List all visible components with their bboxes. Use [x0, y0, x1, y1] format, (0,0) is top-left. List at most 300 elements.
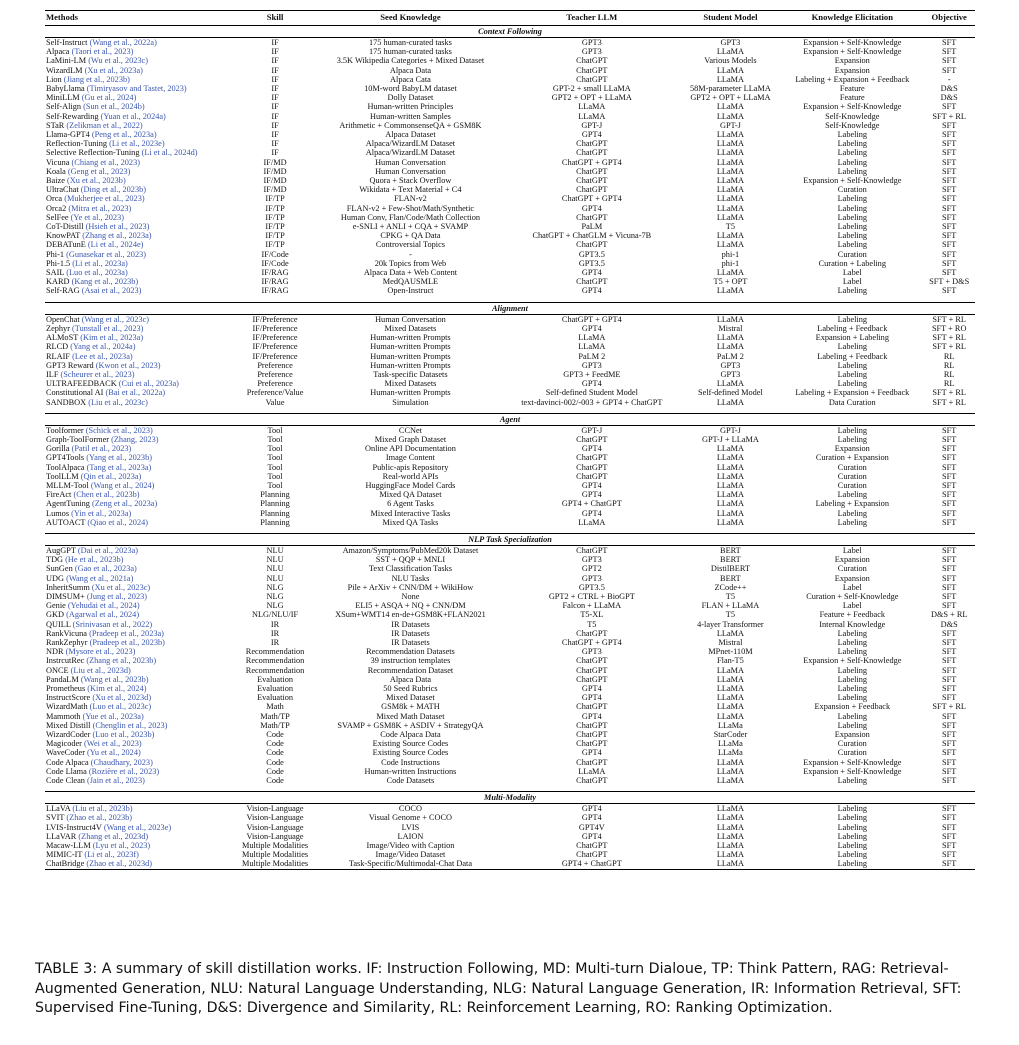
seed-knowledge-cell: Amazon/Symptoms/PubMed20k Dataset	[342, 545, 479, 555]
teacher-llm-cell: GPT3	[581, 647, 602, 657]
seed-knowledge-cell: Pile + ArXiv + CNN/DM + WikiHow	[347, 582, 474, 592]
objective-cell: SFT	[942, 748, 957, 758]
skill-cell: Planning	[260, 499, 290, 509]
citation-link[interactable]: (Agarwal et al., 2024)	[66, 610, 140, 620]
citation-link[interactable]: (Yin et al., 2023a)	[71, 508, 132, 518]
student-model-cell: ZCode++	[714, 582, 747, 592]
seed-knowledge-cell: Mixed QA Tasks	[382, 517, 439, 527]
table-row	[45, 314, 975, 324]
skill-cell: Code	[266, 766, 284, 776]
citation-link[interactable]: (Zhang et al., 2023b)	[86, 656, 157, 666]
table-row	[45, 638, 975, 647]
objective-cell: SFT	[942, 268, 957, 278]
citation-link[interactable]: (Zelikman et al., 2022)	[66, 120, 143, 130]
teacher-llm-cell: ChatGPT	[576, 628, 608, 638]
skill-cell: Code	[266, 757, 284, 767]
method-name: WizardMath	[46, 702, 88, 712]
header-teacher-llm: Teacher LLM	[566, 12, 618, 23]
knowledge-elicitation-cell: Labeling	[837, 222, 868, 232]
seed-knowledge-cell: Real-world APIs	[382, 471, 439, 481]
method-name: Toolformer	[46, 425, 84, 435]
method-cell	[45, 388, 233, 397]
citation-link[interactable]: (Liu et al., 2023c)	[88, 397, 148, 407]
teacher-llm-cell: ChatGPT	[576, 776, 608, 786]
knowledge-elicitation-cell: Expansion	[834, 555, 870, 565]
method-name: Orca2	[46, 203, 67, 213]
citation-link[interactable]: (Schick et al., 2023)	[85, 425, 153, 435]
seed-knowledge-cell: XSum+WMT14 en-de+GSM8K+FLAN2021	[335, 610, 486, 620]
citation-link[interactable]: (Mukherjee et al., 2023)	[64, 194, 145, 204]
seed-knowledge-cell: CPKG + QA Data	[380, 231, 441, 241]
citation-link[interactable]: (Mysore et al., 2023)	[65, 647, 136, 657]
seed-knowledge-cell: Image/Video with Caption	[366, 841, 455, 851]
knowledge-elicitation-cell: Feature	[839, 93, 865, 103]
teacher-llm-cell: LLaMA	[578, 517, 606, 527]
citation-link[interactable]: (Wang et al., 2021a)	[66, 573, 134, 583]
citation-link[interactable]: (Rozière et al., 2023)	[88, 766, 160, 776]
table-row	[45, 425, 975, 435]
citation-link[interactable]: (Yehudai et al., 2024)	[67, 601, 140, 611]
teacher-llm-cell: LLaMA	[578, 111, 606, 121]
citation-link[interactable]: (Xu et al., 2023b)	[66, 176, 126, 186]
objective-cell: SFT	[942, 730, 957, 740]
student-model-cell: GPT3	[720, 38, 741, 47]
seed-knowledge-cell: Simulation	[392, 397, 429, 407]
objective-cell: SFT	[942, 185, 957, 195]
student-model-cell: LLaMA	[716, 111, 745, 121]
method-name: STaR	[46, 120, 65, 130]
knowledge-elicitation-cell: Labeling	[837, 517, 868, 527]
table-row	[45, 398, 975, 407]
skill-cell: IF	[271, 38, 279, 47]
skill-cell: IF/Preference	[252, 342, 298, 352]
skill-cell: Preference	[257, 369, 293, 379]
objective-cell: SFT + D&S	[929, 277, 970, 287]
table-row	[45, 84, 975, 93]
method-cell	[45, 666, 233, 675]
citation-link[interactable]: (Xu et al., 2023c)	[91, 582, 151, 592]
objective-cell: SFT	[942, 647, 957, 657]
method-name: AUTOACT	[46, 517, 86, 527]
citation-link[interactable]: (Liu et al., 2023d)	[70, 665, 131, 675]
student-model-cell: LLaMA	[716, 185, 745, 195]
teacher-llm-cell: GPT3.5	[578, 258, 605, 268]
skill-cell: IF/MD	[263, 157, 287, 167]
citation-link[interactable]: (Li et al., 2024e)	[87, 240, 144, 250]
knowledge-elicitation-cell: Labeling	[837, 841, 868, 851]
table-row	[45, 859, 975, 869]
table-row	[45, 620, 975, 629]
method-name: ALMoST	[46, 333, 79, 343]
citation-link[interactable]: (Ding et al., 2023b)	[80, 185, 147, 195]
knowledge-elicitation-cell: Labeling	[837, 212, 868, 222]
teacher-llm-cell: ChatGPT	[576, 176, 608, 186]
seed-knowledge-cell: Public-apis Repository	[372, 462, 449, 472]
student-model-cell: MPnet-110M	[708, 647, 753, 657]
objective-cell: SFT	[942, 555, 957, 565]
student-model-cell: LLaMA	[716, 314, 745, 324]
table-row	[45, 342, 975, 351]
table-row	[45, 204, 975, 213]
method-cell	[45, 93, 233, 102]
method-cell	[45, 555, 233, 564]
skill-cell: IF/Preference	[252, 333, 298, 343]
objective-cell: SFT	[942, 804, 957, 814]
student-model-cell: LLaMA	[716, 665, 745, 675]
citation-link[interactable]: (Wang et al., 2022a)	[89, 38, 157, 47]
method-cell	[45, 47, 233, 56]
method-cell	[45, 398, 233, 407]
skill-cell: IR	[270, 628, 280, 638]
teacher-llm-cell: GPT4	[581, 323, 602, 333]
table-row	[45, 139, 975, 148]
citation-link[interactable]: (Li et al., 2023e)	[109, 139, 165, 149]
skill-cell: Code	[266, 776, 284, 786]
method-cell	[45, 425, 233, 435]
student-model-cell: LLaMA	[716, 499, 745, 509]
skill-cell: IF/RAG	[261, 286, 289, 296]
student-model-cell: GPT2 + OPT + LLaMA	[690, 93, 771, 103]
citation-link[interactable]: (Tang et al., 2023a)	[86, 462, 152, 472]
citation-link[interactable]: (Li et al., 2023f)	[84, 850, 139, 860]
method-name: GPT3 Reward	[46, 360, 94, 370]
method-name: Mammoth	[46, 711, 81, 721]
knowledge-elicitation-cell: Labeling	[837, 286, 868, 296]
student-model-cell: LLaMA	[716, 212, 745, 222]
knowledge-elicitation-cell: Labeling	[837, 831, 868, 841]
citation-link[interactable]: (Xu et al., 2023d)	[92, 693, 152, 703]
citation-link[interactable]: (Xu et al., 2023a)	[84, 65, 143, 75]
skill-cell: IR	[270, 619, 280, 629]
skill-cell: IF/MD	[263, 176, 287, 186]
table-row	[45, 277, 975, 286]
skill-cell: Preference/Value	[246, 388, 304, 398]
student-model-cell: LLaMA	[716, 102, 745, 112]
citation-link[interactable]: (Zeng et al., 2023a)	[92, 499, 158, 509]
method-cell	[45, 259, 233, 268]
citation-link[interactable]: (Srinivasan et al., 2022)	[72, 619, 153, 629]
citation-link[interactable]: (Scheurer et al., 2023)	[60, 369, 135, 379]
knowledge-elicitation-cell: Curation + Expansion	[815, 453, 889, 463]
student-model-cell: LLaMA	[716, 693, 745, 703]
seed-knowledge-cell: NLU Tasks	[391, 573, 430, 583]
objective-cell: SFT	[942, 656, 957, 666]
citation-link[interactable]: (Dai et al., 2023a)	[77, 545, 139, 555]
objective-cell: SFT	[942, 203, 957, 213]
citation-link[interactable]: (Kim et al., 2024)	[87, 684, 147, 693]
method-name: Gorilla	[46, 444, 70, 454]
table-row	[45, 379, 975, 388]
method-name: Graph-ToolFormer	[46, 434, 110, 444]
objective-cell: SFT	[942, 591, 957, 601]
skill-cell: IF	[271, 111, 279, 121]
student-model-cell: LLaMA	[716, 342, 745, 352]
method-name: SelFee	[46, 212, 69, 222]
objective-cell: SFT	[942, 582, 957, 592]
citation-link[interactable]: (Wu et al., 2023c)	[88, 56, 148, 66]
student-model-cell: LLaMA	[716, 130, 745, 140]
citation-link[interactable]: (Jiang et al., 2023b)	[63, 74, 130, 84]
knowledge-elicitation-cell: Curation + Labeling	[818, 258, 886, 268]
seed-knowledge-cell: SST + QQP + MNLI	[375, 555, 446, 565]
teacher-llm-cell: GPT4	[581, 813, 602, 823]
citation-link[interactable]: (Gunasekar et al., 2023)	[66, 249, 147, 259]
citation-link[interactable]: (He et al., 2023b)	[65, 555, 124, 565]
method-cell	[45, 481, 233, 490]
section-title: Multi-Modality	[45, 792, 975, 804]
citation-link[interactable]: (Zhao et al., 2023d)	[86, 859, 153, 869]
knowledge-elicitation-cell: Labeling + Feedback	[817, 351, 888, 361]
table-row	[45, 268, 975, 277]
citation-link[interactable]: (Patil et al., 2023)	[71, 444, 132, 454]
seed-knowledge-cell: Recommendation Dataset	[367, 665, 454, 675]
method-cell	[45, 240, 233, 249]
method-name: Phi-1.5	[46, 258, 71, 268]
student-model-cell: LLaMA	[716, 194, 745, 204]
seed-knowledge-cell: Alpaca/WizardLM Dataset	[365, 148, 456, 158]
method-cell	[45, 222, 233, 231]
seed-knowledge-cell: HuggingFace Model Cards	[365, 480, 456, 490]
citation-link[interactable]: (Chenglin et al., 2023)	[92, 720, 168, 730]
table-row	[45, 730, 975, 739]
table-row	[45, 832, 975, 841]
teacher-llm-cell: ChatGPT	[576, 453, 608, 463]
objective-cell: D&S	[940, 84, 958, 94]
citation-link[interactable]: (Wang et al., 2023c)	[81, 314, 150, 324]
citation-link[interactable]: (Zhang et al., 2023a)	[82, 231, 152, 241]
citation-link[interactable]: (Taori et al., 2023)	[71, 47, 134, 57]
citation-link[interactable]: (Yang et al., 2024a)	[70, 342, 136, 352]
table-row	[45, 240, 975, 249]
skill-cell: Code	[266, 730, 284, 740]
knowledge-elicitation-cell: Label	[842, 582, 862, 592]
citation-link[interactable]: (Pradeep et al., 2023a)	[89, 628, 164, 638]
citation-link[interactable]: (Li et al., 2024d)	[141, 148, 198, 158]
skill-cell: IF/TP	[265, 194, 285, 204]
seed-knowledge-cell: 50 Seed Rubrics	[383, 684, 438, 693]
teacher-llm-cell: GPT4 + ChatGPT	[561, 499, 622, 509]
objective-cell: SFT	[942, 157, 957, 167]
citation-link[interactable]: (Wang et al., 2023b)	[80, 674, 149, 684]
citation-link[interactable]: (Li et al., 2023a)	[72, 258, 128, 268]
knowledge-elicitation-cell: Labeling	[837, 194, 868, 204]
skill-cell: Multiple Modalities	[241, 841, 309, 851]
citation-link[interactable]: (Liu et al., 2023b)	[72, 804, 133, 814]
student-model-cell: LLaMA	[716, 139, 745, 149]
knowledge-elicitation-cell: Labeling	[837, 157, 868, 167]
method-name: ILF	[46, 369, 59, 379]
student-model-cell: phi-1	[721, 258, 740, 268]
citation-link[interactable]: (Wang et al., 2023e)	[103, 822, 172, 832]
table-row	[45, 324, 975, 333]
seed-knowledge-cell: ELI5 + ASQA + NQ + CNN/DM	[355, 601, 466, 611]
teacher-llm-cell: text-davinci-002/-003 + GPT4 + ChatGPT	[521, 397, 663, 407]
seed-knowledge-cell: Human-written Principles	[367, 102, 454, 112]
method-name: NDR	[46, 647, 64, 657]
skill-cell: Planning	[260, 490, 290, 500]
table-row	[45, 333, 975, 342]
method-cell	[45, 268, 233, 277]
knowledge-elicitation-cell: Labeling	[837, 490, 868, 500]
teacher-llm-cell: GPT4	[581, 711, 602, 721]
objective-cell: SFT	[942, 176, 957, 186]
citation-link[interactable]: (Cui et al., 2023a)	[118, 379, 179, 389]
objective-cell: SFT + RO	[931, 323, 967, 333]
skill-cell: Preference	[257, 379, 293, 389]
method-name: Koala	[46, 166, 66, 176]
student-model-cell: LLaMA	[716, 453, 745, 463]
method-name: Code Clean	[46, 776, 85, 786]
teacher-llm-cell: ChatGPT	[576, 240, 608, 250]
table-row	[45, 47, 975, 56]
citation-link[interactable]: (Kwon et al., 2023)	[95, 360, 161, 370]
citation-link[interactable]: (Jung et al., 2023)	[86, 591, 148, 601]
citation-link[interactable]: (Wang et al., 2024)	[90, 480, 155, 490]
citation-link[interactable]: (Jain et al., 2023)	[87, 776, 145, 786]
seed-knowledge-cell: Human-written Instructions	[364, 766, 457, 776]
citation-link[interactable]: (Zhao et al., 2023b)	[66, 813, 133, 823]
citation-link[interactable]: (Mitra et al., 2023)	[68, 203, 132, 213]
citation-link[interactable]: (Qin et al., 2023a)	[80, 471, 142, 481]
objective-cell: D&S	[940, 93, 958, 103]
method-cell	[45, 739, 233, 748]
citation-link[interactable]: (Chen et al., 2023b)	[73, 490, 140, 500]
citation-link[interactable]: (Sun et al., 2024b)	[83, 102, 145, 112]
knowledge-elicitation-cell: Feature + Feedback	[819, 610, 886, 620]
knowledge-elicitation-cell: Labeling	[837, 637, 868, 647]
citation-link[interactable]: (Yuan et al., 2024a)	[100, 111, 166, 121]
citation-link[interactable]: (Luo et al., 2023b)	[92, 730, 155, 740]
method-cell	[45, 813, 233, 822]
student-model-cell: T5	[725, 222, 736, 232]
student-model-cell: LLaMa	[717, 739, 743, 749]
method-cell	[45, 693, 233, 702]
seed-knowledge-cell: 10M-word BabyLM dataset	[364, 84, 457, 94]
method-cell	[45, 250, 233, 259]
citation-link[interactable]: (Zhang et al., 2023d)	[78, 831, 149, 841]
skill-cell: NLG/NLU/IF	[252, 610, 299, 620]
teacher-llm-cell: GPT-2 + small LLaMA	[552, 84, 631, 94]
objective-cell: SFT	[942, 130, 957, 140]
method-name: Constitutional AI	[46, 388, 104, 398]
citation-link[interactable]: (Wei et al., 2023)	[84, 739, 142, 749]
citation-link[interactable]: (Zhang, 2023)	[111, 434, 159, 444]
citation-link[interactable]: (Yang et al., 2023b)	[86, 453, 152, 463]
citation-link[interactable]: (Tunstall et al., 2023)	[72, 323, 144, 333]
citation-link[interactable]: (Lee et al., 2023a)	[72, 351, 133, 361]
teacher-llm-cell: ChatGPT	[576, 545, 608, 555]
teacher-llm-cell: GPT3	[581, 573, 602, 583]
method-name: SAIL	[46, 268, 65, 278]
citation-link[interactable]: (Yu et al., 2024)	[87, 748, 141, 758]
table-row	[45, 102, 975, 111]
seed-knowledge-cell: Mixed Datasets	[384, 323, 437, 333]
method-cell	[45, 730, 233, 739]
skill-cell: IF	[271, 102, 279, 112]
seed-knowledge-cell: -	[409, 249, 412, 259]
student-model-cell: LLaMa	[717, 720, 743, 730]
knowledge-elicitation-cell: Labeling	[837, 693, 868, 703]
citation-link[interactable]: (Timiryasov and Tastet, 2023)	[86, 84, 187, 94]
citation-link[interactable]: (Ye et al., 2023)	[70, 212, 124, 222]
citation-link[interactable]: (Bai et al., 2022a)	[105, 388, 166, 398]
teacher-llm-cell: ChatGPT + GPT4	[561, 194, 622, 204]
knowledge-elicitation-cell: Data Curation	[828, 397, 876, 407]
knowledge-elicitation-cell: Labeling	[837, 379, 868, 389]
student-model-cell: GPT3	[720, 369, 741, 379]
method-cell	[45, 721, 233, 730]
method-name: Genie	[46, 601, 66, 611]
student-model-cell: LLaMA	[716, 471, 745, 481]
method-name: InheritSumm	[46, 582, 90, 592]
skill-cell: Planning	[260, 517, 290, 527]
citation-link[interactable]: (Luo et al., 2023c)	[89, 702, 152, 712]
seed-knowledge-cell: SVAMP + GSM8K + ASDIV + StrategyQA	[337, 720, 484, 730]
teacher-llm-cell: GPT4	[581, 130, 602, 140]
skill-cell: IF	[271, 65, 279, 75]
knowledge-elicitation-cell: Label	[842, 601, 862, 611]
citation-link[interactable]: (Hsieh et al., 2023)	[85, 222, 150, 232]
method-cell	[45, 56, 233, 65]
citation-link[interactable]: (Kim et al., 2023a)	[80, 333, 144, 343]
citation-link[interactable]: (Lyu et al., 2023)	[92, 841, 151, 851]
citation-link[interactable]: (Chiang et al., 2023)	[71, 157, 140, 167]
citation-link[interactable]: (Yue et al., 2023a)	[82, 711, 144, 721]
method-name: MLLM-Tool	[46, 480, 89, 490]
citation-link[interactable]: (Pradeep et al., 2023b)	[89, 637, 165, 647]
method-name: ONCE	[46, 665, 69, 675]
skill-cell: IF/MD	[263, 166, 287, 176]
method-name: ToolLLM	[46, 471, 79, 481]
method-cell	[45, 610, 233, 619]
citation-link[interactable]: (Gao et al., 2023a)	[74, 564, 137, 574]
teacher-llm-cell: GPT3.5	[578, 582, 605, 592]
skill-cell: Value	[265, 397, 285, 407]
citation-link[interactable]: (Geng et al., 2023)	[67, 166, 131, 176]
teacher-llm-cell: LLaMA	[578, 102, 606, 112]
skill-cell: Evaluation	[257, 674, 294, 684]
citation-link[interactable]: (Asai et al., 2023)	[81, 286, 142, 296]
method-cell	[45, 342, 233, 351]
skill-distillation-table	[45, 10, 975, 870]
student-model-cell: DistilBERT	[710, 564, 750, 574]
method-cell	[45, 139, 233, 148]
citation-link[interactable]: (Gu et al., 2024)	[81, 93, 137, 103]
teacher-llm-cell: ChatGPT	[576, 674, 608, 684]
knowledge-elicitation-cell: Expansion + Self-Knowledge	[803, 766, 902, 776]
method-name: LLaVAR	[46, 831, 77, 841]
citation-link[interactable]: (Peng et al., 2023a)	[91, 130, 157, 140]
teacher-llm-cell: LLaMA	[578, 333, 606, 343]
citation-link[interactable]: (Kang et al., 2023b)	[71, 277, 139, 287]
citation-link[interactable]: (Chaudhary, 2023)	[90, 757, 153, 767]
section-header-row	[45, 26, 975, 38]
header-objective: Objective	[931, 12, 967, 23]
knowledge-elicitation-cell: Curation	[837, 249, 867, 259]
objective-cell: SFT	[942, 720, 957, 730]
teacher-llm-cell: ChatGPT + GPT4	[561, 314, 622, 324]
citation-link[interactable]: (Qiao et al., 2024)	[87, 517, 149, 527]
method-name: BabyLlama	[46, 84, 85, 94]
knowledge-elicitation-cell: Expansion	[834, 444, 870, 454]
seed-knowledge-cell: IR Datasets	[391, 628, 430, 638]
student-model-cell: LLaMA	[680, 859, 782, 869]
citation-link[interactable]: (Luo et al., 2023a)	[66, 268, 128, 278]
teacher-llm-cell: GPT4	[581, 748, 602, 758]
table-row	[45, 684, 975, 693]
method-cell	[45, 684, 233, 693]
method-cell	[45, 204, 233, 213]
